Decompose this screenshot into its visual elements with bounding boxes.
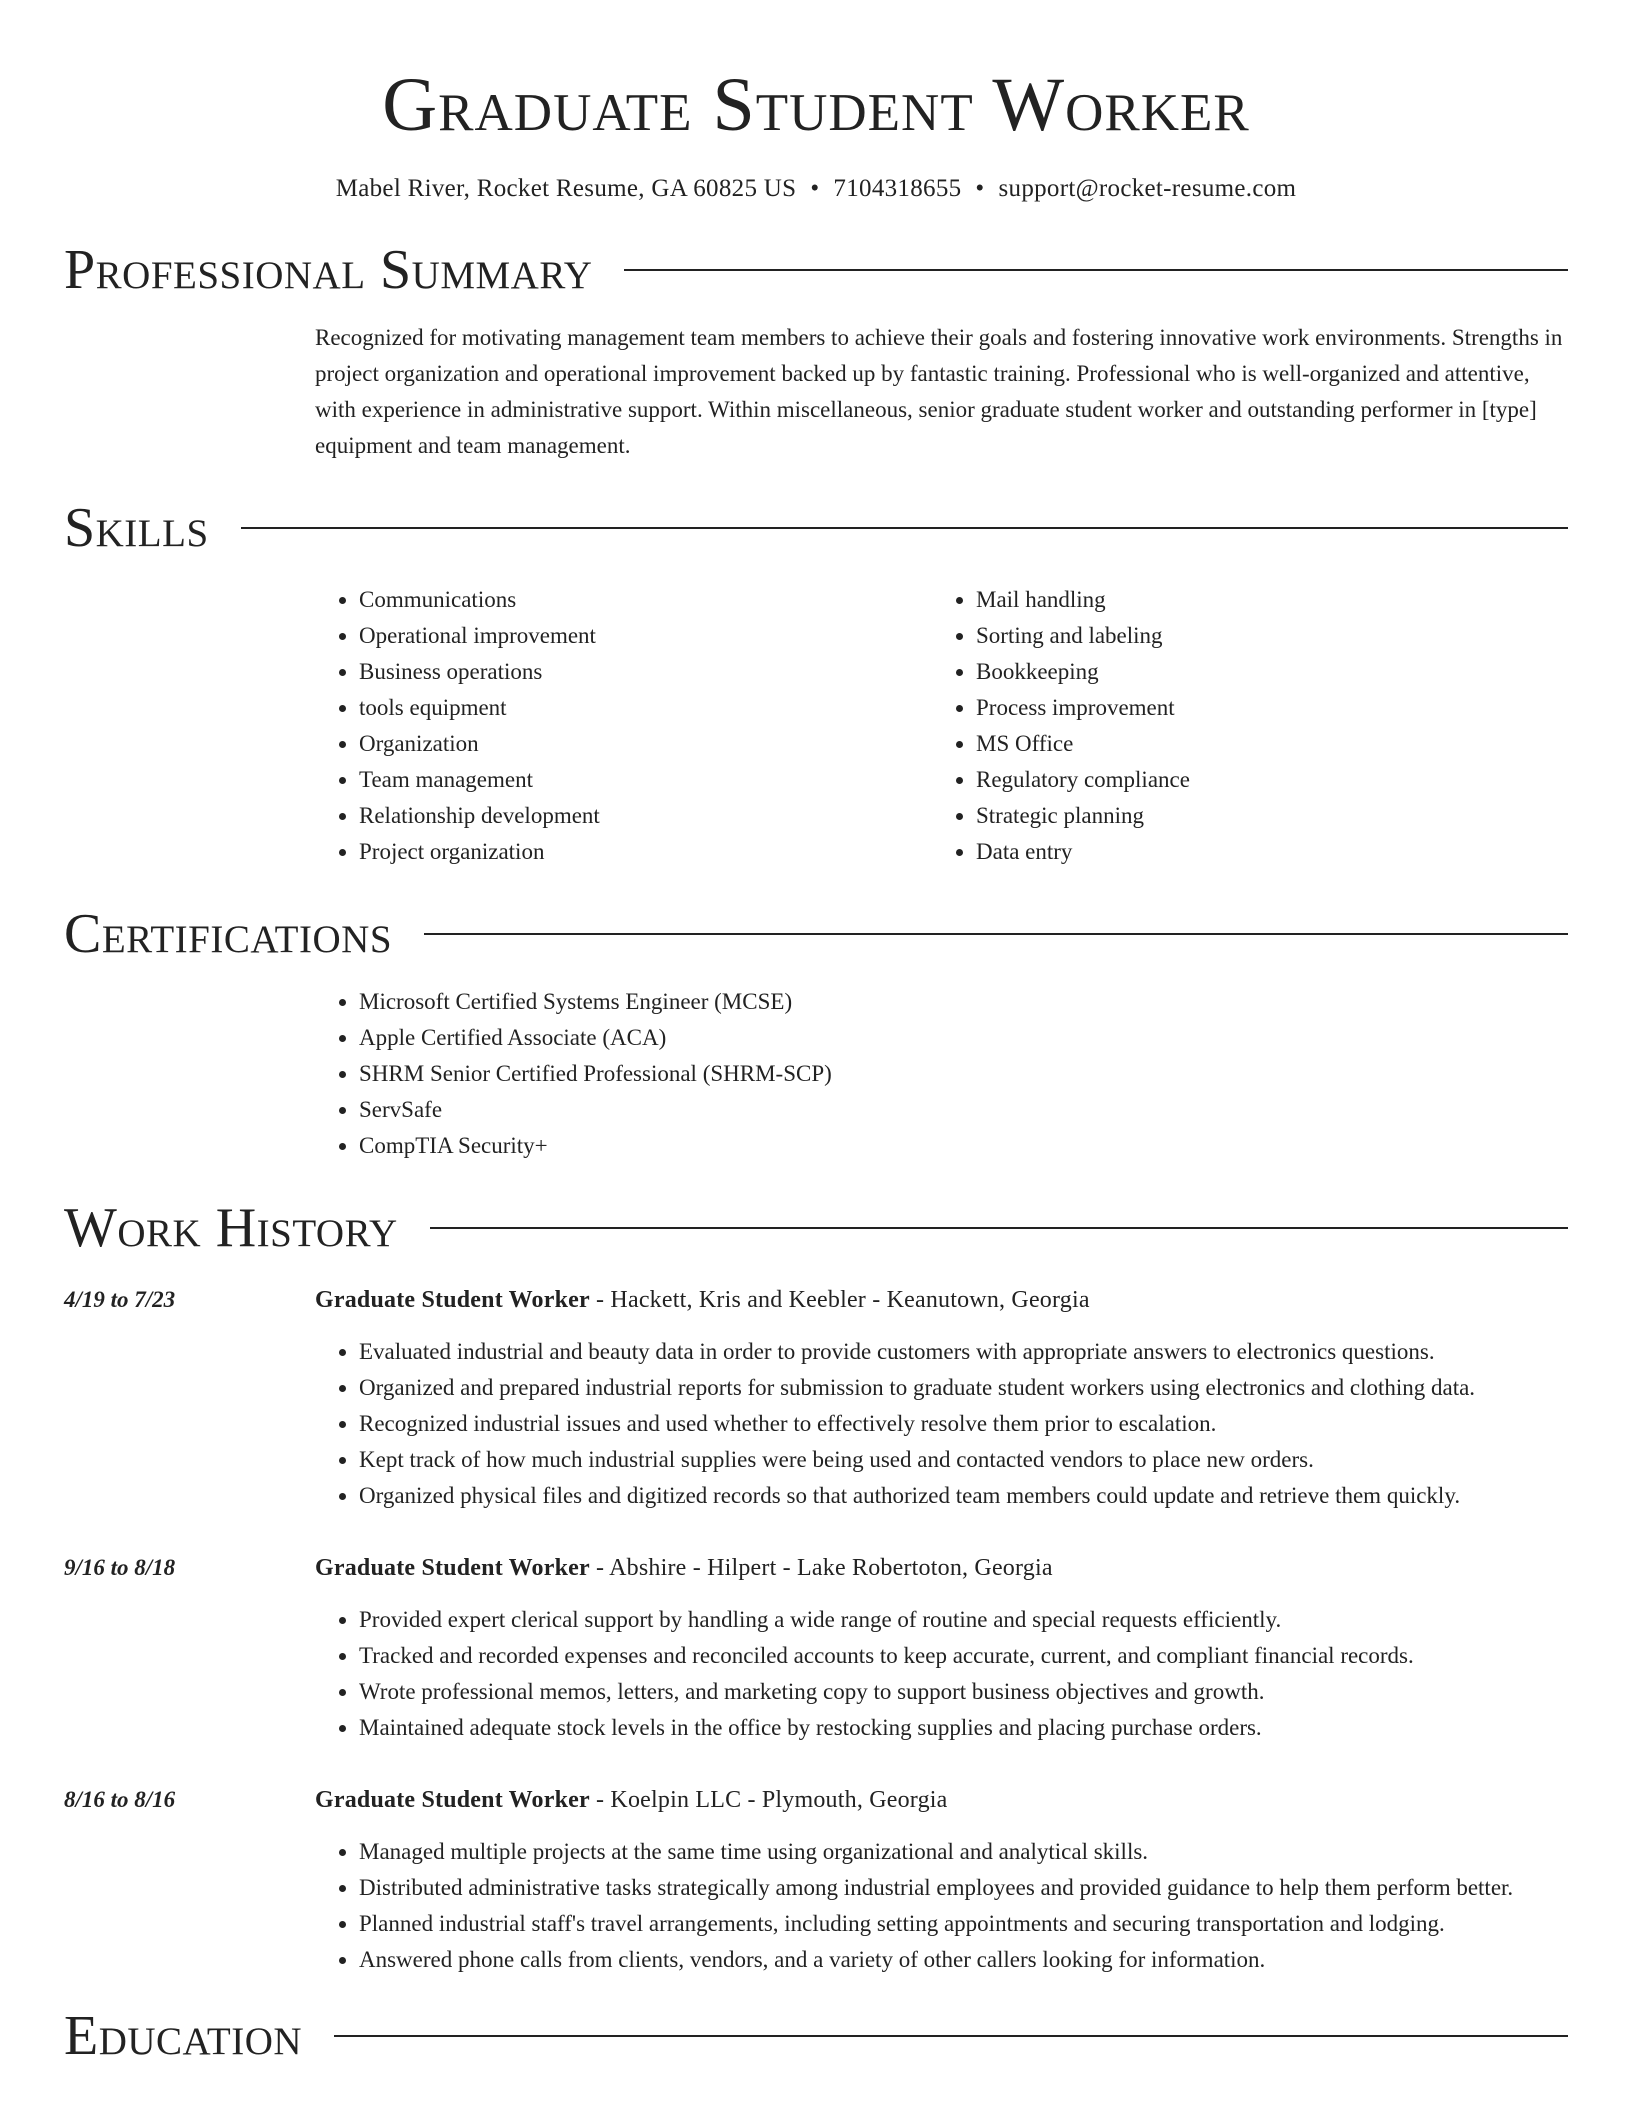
skill-item: • Sorting and labeling (976, 618, 1549, 654)
skill-item: • Business operations (359, 654, 932, 690)
skill-item: • Regulatory compliance (976, 762, 1549, 798)
job-bullet: • Answered phone calls from clients, vendors, and a variety of other callers looking for information. (359, 1942, 1568, 1978)
contact-email: support@rocket-resume.com (998, 175, 1297, 202)
contact-phone: 7104318655 (833, 175, 962, 202)
summary-heading: Professional Summary (64, 239, 593, 301)
contact-separator: • (810, 175, 820, 202)
certification-item: • CompTIA Security+ (359, 1128, 1568, 1164)
summary-text: Recognized for motivating management team members to achieve their goals and fostering innovative work environments. Strengths in project organization and operational improvement backed up by fantastic training. Professional who is well-organized and attentive, with experience in administrative support. Within miscellaneous, senior graduate student worker and outstanding performer in [type] equipment and team management. (315, 325, 1563, 458)
job-details (315, 1550, 1568, 1746)
certifications-section-header (64, 902, 1568, 966)
job-bullet: • Provided expert clerical support by handling a wide range of routine and special requests efficiently. (359, 1602, 1568, 1638)
skills-section-header (64, 496, 1568, 560)
skill-item: • Bookkeeping (976, 654, 1549, 690)
job-bullet: • Tracked and recorded expenses and reconciled accounts to keep accurate, current, and compliant financial records. (359, 1638, 1568, 1674)
job-title: Graduate Student Worker (315, 1555, 590, 1581)
skills-column-left (315, 582, 932, 870)
job-heading (315, 1550, 1568, 1586)
section-divider (424, 933, 1568, 935)
job-title: Graduate Student Worker (315, 1287, 590, 1313)
job-bullets (315, 1334, 1568, 1514)
job-dates: 9/16 to 8/18 (64, 1555, 176, 1580)
skill-item: • Relationship development (359, 798, 932, 834)
certification-item: • SHRM Senior Certified Professional (SHRM-SCP) (359, 1056, 1568, 1092)
job-heading (315, 1782, 1568, 1818)
job-bullet: • Wrote professional memos, letters, and marketing copy to support business objectives and growth. (359, 1674, 1568, 1710)
job-bullet: • Kept track of how much industrial supplies were being used and contacted vendors to place new orders. (359, 1442, 1568, 1478)
certifications-list (315, 984, 1568, 1164)
job-bullet: • Planned industrial staff's travel arrangements, including setting appointments and securing transportation and lodging. (359, 1906, 1568, 1942)
skill-item: • Strategic planning (976, 798, 1549, 834)
certification-item: • Microsoft Certified Systems Engineer (MCSE) (359, 984, 1568, 1020)
skills-heading: Skills (64, 497, 209, 559)
job-title: Graduate Student Worker (315, 1787, 590, 1813)
job-dates: 4/19 to 7/23 (64, 1287, 176, 1312)
job-heading (315, 1282, 1568, 1318)
job-employer: - Abshire - Hilpert - Lake Robertoton, Georgia (589, 1555, 1053, 1581)
job-details (315, 1282, 1568, 1514)
skill-item: • Communications (359, 582, 932, 618)
certification-item: • ServSafe (359, 1092, 1568, 1128)
skill-item: • tools equipment (359, 690, 932, 726)
skill-item: • Organization (359, 726, 932, 762)
job-bullets (315, 1602, 1568, 1746)
education-heading: Education (64, 2005, 303, 2067)
certification-items (315, 984, 1568, 1164)
work-history-heading: Work History (64, 1197, 398, 1259)
skill-item: • Data entry (976, 834, 1549, 870)
job-bullet: • Managed multiple projects at the same time using organizational and analytical skills. (359, 1834, 1568, 1870)
job-entry (64, 1282, 1568, 1514)
job-details (315, 1782, 1568, 1978)
certifications-heading: Certifications (64, 903, 393, 965)
contact-address: Mabel River, Rocket Resume, GA 60825 US (335, 175, 797, 202)
job-bullet: • Evaluated industrial and beauty data in order to provide customers with appropriate answers to electronics questions. (359, 1334, 1568, 1370)
skill-item: • Team management (359, 762, 932, 798)
job-entry (64, 1782, 1568, 1978)
section-divider (241, 527, 1568, 529)
skills-list (315, 582, 1568, 870)
skill-item: • Project organization (359, 834, 932, 870)
summary-section-header (64, 238, 1568, 302)
section-divider (334, 2035, 1568, 2037)
skill-item: • Operational improvement (359, 618, 932, 654)
job-employer: - Hackett, Kris and Keebler - Keanutown, Georgia (589, 1287, 1090, 1313)
job-entry (64, 1550, 1568, 1746)
job-bullet: • Recognized industrial issues and used whether to effectively resolve them prior to escalation. (359, 1406, 1568, 1442)
section-divider (624, 269, 1568, 271)
education-section-header (64, 2004, 1568, 2068)
job-bullet: • Organized physical files and digitized records so that authorized team members could update and retrieve them quickly. (359, 1478, 1568, 1514)
resume-page (64, 0, 1568, 2068)
skill-item: • MS Office (976, 726, 1549, 762)
job-bullet: • Distributed administrative tasks strategically among industrial employees and provided guidance to help them perform better. (359, 1870, 1568, 1906)
contact-line (64, 172, 1568, 206)
job-bullet: • Maintained adequate stock levels in the office by restocking supplies and placing purchase orders. (359, 1710, 1568, 1746)
resume-title: Graduate Student Worker (382, 63, 1250, 147)
certification-item: • Apple Certified Associate (ACA) (359, 1020, 1568, 1056)
skills-column-right (932, 582, 1549, 870)
job-bullets (315, 1834, 1568, 1978)
contact-separator: • (975, 175, 985, 202)
skill-item: • Process improvement (976, 690, 1549, 726)
job-dates: 8/16 to 8/16 (64, 1787, 176, 1812)
skill-item: • Mail handling (976, 582, 1549, 618)
job-bullet: • Organized and prepared industrial reports for submission to graduate student workers using electronics and clothing data. (359, 1370, 1568, 1406)
section-divider (430, 1227, 1568, 1229)
work-history-section-header (64, 1196, 1568, 1260)
job-employer: - Koelpin LLC - Plymouth, Georgia (589, 1787, 948, 1813)
